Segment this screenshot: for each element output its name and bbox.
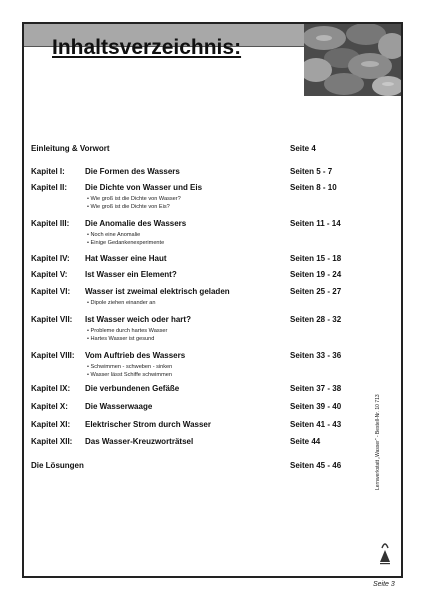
toc-entry-line — [31, 254, 353, 266]
toc-entry — [31, 287, 353, 307]
toc-page-range: Seiten 11 - 14 — [290, 219, 341, 228]
toc-chapter-title: Die Wasserwaage — [85, 402, 153, 411]
toc-entry-line — [31, 219, 353, 231]
toc-chapter-label: Kapitel VII: — [31, 315, 73, 324]
toc-page-range: Seiten 41 - 43 — [290, 420, 342, 429]
toc-chapter-title: Elektrischer Strom durch Wasser — [85, 420, 211, 429]
toc-entry-line — [31, 437, 353, 449]
toc-chapter-title: Die verbundenen Gefäße — [85, 384, 180, 393]
toc-subtopic: • Probleme durch hartes Wasser — [87, 328, 168, 334]
toc-chapter-label: Die Lösungen — [31, 461, 84, 470]
toc-entry — [31, 167, 353, 179]
toc-entry — [31, 384, 353, 396]
publisher-note-text: Lernwerkstatt „Wasser“ - Bestell-Nr. 10 713 — [375, 394, 381, 490]
toc-page-range: Seiten 37 - 38 — [290, 384, 342, 393]
toc-subtopic: • Wie groß ist die Dichte von Wasser? — [87, 196, 181, 202]
toc-subtopic: • Schwimmen - schweben - sinken — [87, 364, 173, 370]
toc-entry — [31, 219, 353, 247]
toc-subtopic: • Hartes Wasser ist gesund — [87, 336, 155, 342]
page-number: Seite 3 — [373, 581, 395, 588]
toc-chapter-title: Vom Auftrieb des Wassers — [85, 351, 186, 360]
toc-chapter-title: Die Formen des Wassers — [85, 167, 180, 176]
toc-entry-line — [31, 315, 353, 327]
toc-chapter-label: Kapitel XI: — [31, 420, 71, 429]
toc-entry-line — [31, 384, 353, 396]
toc-entry — [31, 437, 353, 449]
toc-subtopic: • Dipole ziehen einander an — [87, 300, 156, 306]
toc-chapter-label: Kapitel IX: — [31, 384, 71, 393]
toc-chapter-title: Die Anomalie des Wassers — [85, 219, 187, 228]
toc-page-range: Seiten 45 - 46 — [290, 461, 342, 470]
toc-page-range: Seiten 33 - 36 — [290, 351, 342, 360]
toc-entry-line — [31, 420, 353, 432]
toc-entry — [31, 254, 353, 266]
publisher-note — [375, 394, 385, 500]
toc-page-range: Seite 44 — [290, 437, 321, 446]
toc-page-range: Seiten 5 - 7 — [290, 167, 333, 176]
toc-chapter-title: Ist Wasser weich oder hart? — [85, 315, 191, 324]
toc-entry-line — [31, 144, 353, 156]
toc-subtopic: • Wie groß ist die Dichte von Eis? — [87, 204, 170, 210]
toc-entry-line — [31, 287, 353, 299]
toc-entry — [31, 402, 353, 414]
toc-page-range: Seite 4 — [290, 144, 316, 153]
toc-entry — [31, 461, 353, 473]
toc-page-range: Seiten 19 - 24 — [290, 270, 342, 279]
toc-entry — [31, 420, 353, 432]
toc-entry-line — [31, 167, 353, 179]
toc-chapter-label: Kapitel II: — [31, 183, 68, 192]
toc-page-range: Seiten 25 - 27 — [290, 287, 342, 296]
toc-chapter-title: Das Wasser-Kreuzworträtsel — [85, 437, 194, 446]
toc-chapter-title: Hat Wasser eine Haut — [85, 254, 167, 263]
toc-chapter-title: Ist Wasser ein Element? — [85, 270, 177, 279]
toc-chapter-label: Einleitung & Vorwort — [31, 144, 110, 153]
toc-chapter-label: Kapitel III: — [31, 219, 70, 228]
toc-subtopic: • Noch eine Anomalie — [87, 232, 141, 238]
toc-entry-line — [31, 183, 353, 195]
toc-entry-line — [31, 461, 353, 473]
toc-chapter-label: Kapitel VI: — [31, 287, 71, 296]
toc-page-range: Seiten 39 - 40 — [290, 402, 342, 411]
stones-water-photo — [304, 24, 401, 96]
toc-entry-line — [31, 270, 353, 282]
toc-chapter-label: Kapitel IV: — [31, 254, 70, 263]
toc-subtopic: • Wasser lässt Schiffe schwimmen — [87, 372, 172, 378]
toc-chapter-label: Kapitel I: — [31, 167, 65, 176]
toc-subtopic: • Einige Gedankenexperimente — [87, 240, 165, 246]
page-title: Inhaltsverzeichnis: — [52, 36, 242, 59]
toc-page-range: Seiten 28 - 32 — [290, 315, 342, 324]
toc-entry — [31, 270, 353, 282]
toc-chapter-label: Kapitel VIII: — [31, 351, 75, 360]
toc-entry — [31, 144, 353, 156]
toc-entry — [31, 351, 353, 379]
toc-chapter-title: Die Dichte von Wasser und Eis — [85, 183, 203, 192]
toc-chapter-label: Kapitel V: — [31, 270, 68, 279]
toc-chapter-label: Kapitel XII: — [31, 437, 73, 446]
toc-page-range: Seiten 15 - 18 — [290, 254, 342, 263]
toc-entry-line — [31, 351, 353, 363]
toc-entry — [31, 183, 353, 211]
publisher-logo — [378, 536, 392, 566]
toc-chapter-title: Wasser ist zweimal elektrisch geladen — [85, 287, 230, 296]
toc-page-range: Seiten 8 - 10 — [290, 183, 337, 192]
toc-entry — [31, 315, 353, 343]
toc-entry-line — [31, 402, 353, 414]
toc-chapter-label: Kapitel X: — [31, 402, 68, 411]
